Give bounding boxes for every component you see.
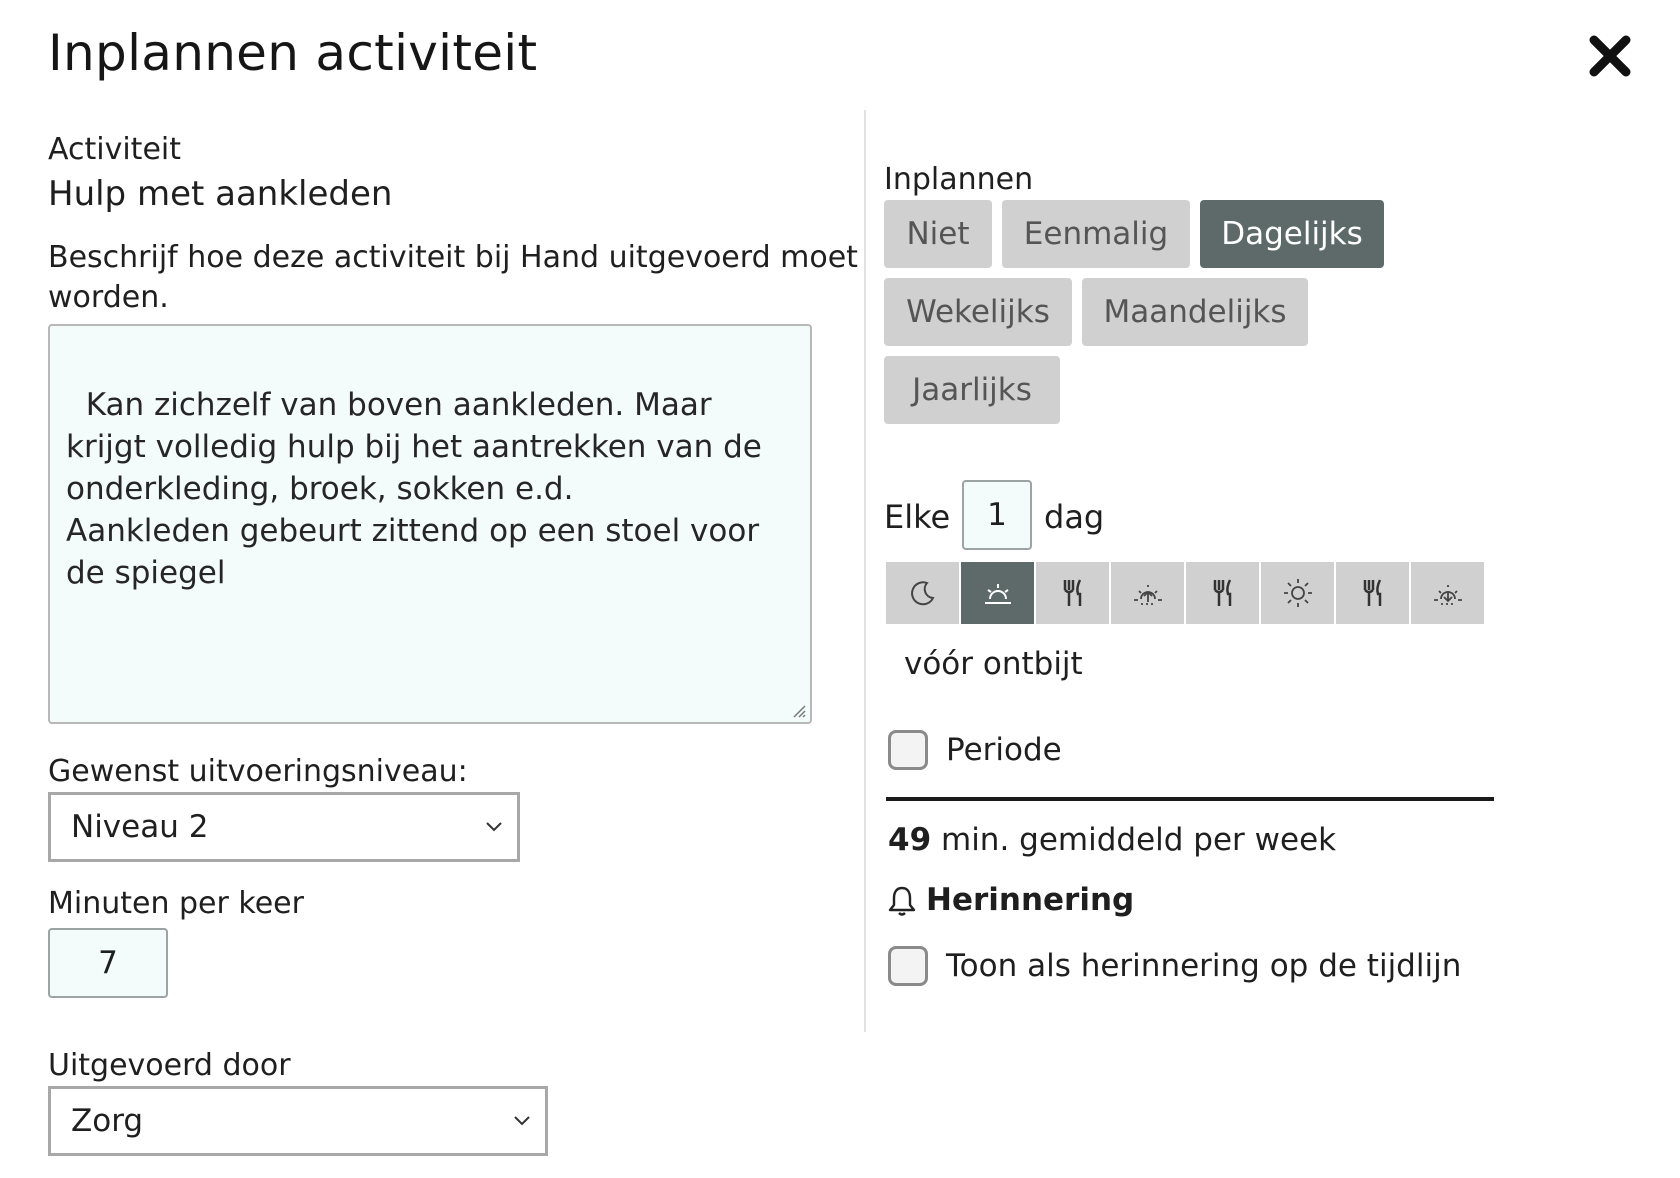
- period-checkbox[interactable]: [888, 730, 928, 770]
- level-label: Gewenst uitvoeringsniveau:: [48, 754, 468, 789]
- sun-up-icon: [1131, 576, 1165, 610]
- resize-handle-icon[interactable]: [792, 704, 806, 718]
- fork-knife-icon: [1356, 576, 1390, 610]
- time-slot-evening[interactable]: [1411, 562, 1484, 624]
- sun-icon: [1281, 576, 1315, 610]
- frequency-wekelijks-button[interactable]: Wekelijks: [884, 278, 1072, 346]
- description-text: Kan zichzelf van boven aankleden. Maar krijgt volledig hulp bij het aantrekken van de onderkleding, broek, sokken e.d. Aankleden gebeurt zittend op een stoel voor de spiegel: [66, 387, 762, 591]
- minutes-label: Minuten per keer: [48, 886, 304, 921]
- describe-label: Beschrijf hoe deze activiteit bij Hand uitgevoerd moet worden.: [48, 240, 858, 315]
- reminder-checkbox-label: Toon als herinnering op de tijdlijn: [946, 948, 1462, 984]
- reminder-checkbox[interactable]: [888, 946, 928, 986]
- every-label: Elke: [884, 498, 951, 536]
- time-slot-dinner[interactable]: [1336, 562, 1409, 624]
- fork-knife-icon: [1056, 576, 1090, 610]
- description-textarea[interactable]: [48, 324, 812, 724]
- time-slot-morning[interactable]: [1111, 562, 1184, 624]
- dialog-title: Inplannen activiteit: [48, 24, 538, 82]
- sun-down-icon: [1431, 576, 1465, 610]
- frequency-dagelijks-button[interactable]: Dagelijks: [1200, 200, 1384, 268]
- average-value: 49: [888, 822, 932, 858]
- chevron-down-icon: [485, 821, 503, 833]
- moon-icon: [906, 576, 940, 610]
- performed-by-value: Zorg: [71, 1103, 144, 1139]
- level-select[interactable]: [48, 792, 520, 862]
- time-slot-before-breakfast[interactable]: [961, 562, 1034, 624]
- frequency-jaarlijks-button[interactable]: Jaarlijks: [884, 356, 1060, 424]
- time-slot-caption: vóór ontbijt: [904, 646, 1083, 682]
- time-slot-lunch[interactable]: [1186, 562, 1259, 624]
- every-unit: dag: [1044, 498, 1105, 536]
- time-slot-afternoon[interactable]: [1261, 562, 1334, 624]
- average-summary: [888, 822, 1336, 858]
- reminder-title: Herinnering: [926, 882, 1135, 918]
- frequency-eenmalig-button[interactable]: Eenmalig: [1002, 200, 1190, 268]
- bell-icon: [886, 884, 918, 918]
- sunrise-icon: [981, 576, 1015, 610]
- every-input[interactable]: 1: [962, 480, 1032, 550]
- time-slot-selector: [886, 562, 1484, 624]
- frequency-maandelijks-button[interactable]: Maandelijks: [1082, 278, 1308, 346]
- activity-value: Hulp met aankleden: [48, 174, 393, 214]
- time-slot-breakfast[interactable]: [1036, 562, 1109, 624]
- period-label: Periode: [946, 732, 1062, 768]
- section-divider: [886, 797, 1494, 801]
- average-text: min. gemiddeld per week: [941, 822, 1337, 858]
- performed-by-label: Uitgevoerd door: [48, 1048, 291, 1083]
- fork-knife-icon: [1206, 576, 1240, 610]
- frequency-niet-button[interactable]: Niet: [884, 200, 992, 268]
- minutes-input[interactable]: 7: [48, 928, 168, 998]
- activity-label: Activiteit: [48, 132, 181, 167]
- performed-by-select[interactable]: [48, 1086, 548, 1156]
- schedule-label: Inplannen: [884, 162, 1034, 197]
- chevron-down-icon: [513, 1115, 531, 1127]
- close-icon[interactable]: [1586, 32, 1634, 80]
- time-slot-night[interactable]: [886, 562, 959, 624]
- level-select-value: Niveau 2: [71, 809, 209, 845]
